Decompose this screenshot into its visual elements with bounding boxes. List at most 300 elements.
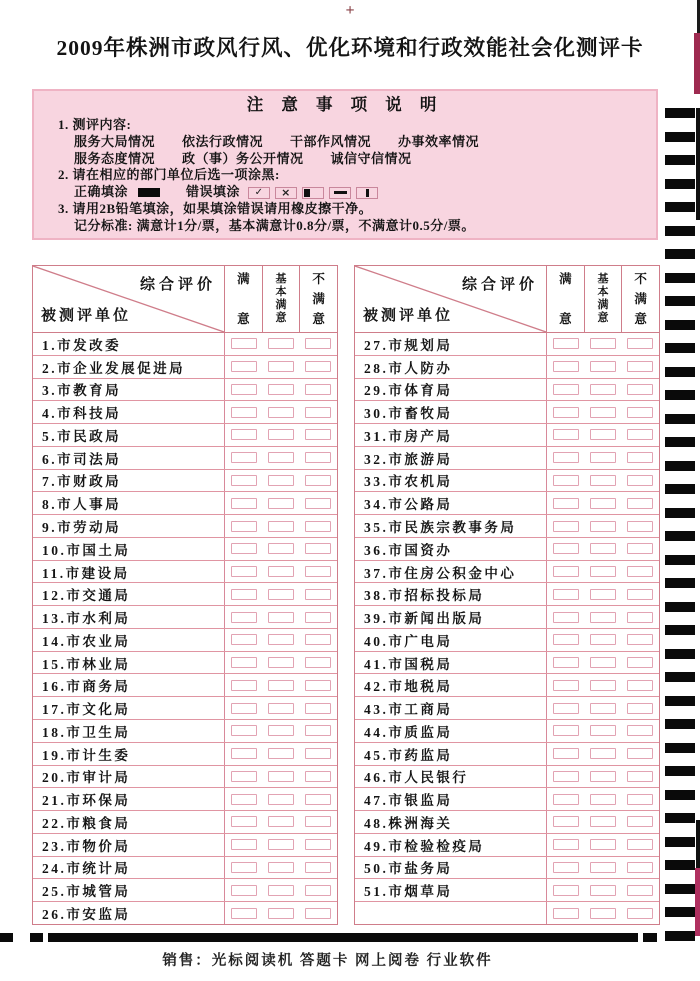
bubble-basically-satisfied[interactable] [268, 566, 294, 577]
bubble-dissatisfied-cell [300, 652, 337, 674]
bubble-satisfied-cell [225, 424, 262, 446]
notice-item-2-label: 2. 请在相应的部门单位后选一项涂黑: [58, 167, 280, 183]
bubble-basically-satisfied[interactable] [268, 657, 294, 668]
bubble-group [225, 470, 337, 492]
bubble-dissatisfied-cell [622, 583, 659, 605]
bubble-group [547, 515, 659, 537]
footer-sales-text: 销售：光标阅读机 答题卡 网上阅卷 行业软件 [162, 953, 493, 969]
bubble-dissatisfied[interactable] [627, 771, 653, 782]
timing-mark [665, 860, 695, 870]
bubble-dissatisfied-cell [300, 811, 337, 833]
timing-mark [665, 296, 695, 306]
bubble-basically-satisfied[interactable] [590, 703, 616, 714]
bubble-satisfied[interactable] [231, 361, 257, 372]
bubble-dissatisfied[interactable] [627, 498, 653, 509]
bubble-satisfied[interactable] [231, 771, 257, 782]
bubble-dissatisfied[interactable] [627, 429, 653, 440]
bubble-dissatisfied-cell [622, 538, 659, 560]
column-header-satisfied: 满 意 [237, 272, 250, 326]
bubble-group [547, 606, 659, 628]
bubble-basically-satisfied[interactable] [590, 475, 616, 486]
bubble-basically-satisfied[interactable] [268, 816, 294, 827]
bubble-basically-satisfied[interactable] [590, 839, 616, 850]
bubble-basically-satisfied-cell [584, 811, 621, 833]
bubble-basically-satisfied[interactable] [268, 429, 294, 440]
bubble-satisfied[interactable] [553, 521, 579, 532]
bubble-dissatisfied[interactable] [305, 452, 331, 463]
bubble-satisfied-cell [225, 515, 262, 537]
unit-label: 14.市农业局 [33, 629, 225, 651]
timing-mark [665, 719, 695, 729]
timing-mark [665, 249, 695, 259]
table-row [355, 379, 659, 402]
timing-mark [665, 273, 695, 283]
bubble-basically-satisfied[interactable] [268, 794, 294, 805]
bubble-satisfied-cell [547, 538, 584, 560]
bubble-dissatisfied[interactable] [305, 612, 331, 623]
bubble-basically-satisfied[interactable] [590, 338, 616, 349]
bubble-dissatisfied[interactable] [627, 885, 653, 896]
bubble-satisfied[interactable] [553, 794, 579, 805]
correct-fill-label: 正确填涂 [74, 184, 129, 200]
timing-mark [665, 790, 695, 800]
bubble-basically-satisfied[interactable] [590, 589, 616, 600]
bubble-satisfied[interactable] [553, 429, 579, 440]
bubble-basically-satisfied-cell [584, 766, 621, 788]
notice-scoring-rule: 记分标准: 满意计1分/票，基本满意计0.8分/票，不满意计0.5分/票。 [74, 217, 475, 233]
bubble-dissatisfied[interactable] [627, 839, 653, 850]
bubble-dissatisfied-cell [622, 470, 659, 492]
bubble-group [547, 356, 659, 378]
table-row [355, 766, 659, 789]
bubble-basically-satisfied[interactable] [268, 885, 294, 896]
bubble-basically-satisfied[interactable] [268, 338, 294, 349]
timing-mark [665, 578, 695, 588]
table-row [33, 743, 337, 766]
bubble-basically-satisfied-cell [584, 788, 621, 810]
bubble-basically-satisfied[interactable] [268, 725, 294, 736]
bubble-group [225, 333, 337, 355]
bubble-satisfied[interactable] [231, 429, 257, 440]
sync-bar-long [48, 933, 638, 942]
bubble-group [225, 720, 337, 742]
unit-label: 40.市广电局 [355, 629, 547, 651]
bubble-basically-satisfied[interactable] [268, 771, 294, 782]
bubble-satisfied[interactable] [231, 338, 257, 349]
bubble-satisfied[interactable] [553, 566, 579, 577]
bubble-satisfied[interactable] [553, 748, 579, 759]
bubble-satisfied-cell [547, 401, 584, 423]
bubble-dissatisfied[interactable] [627, 452, 653, 463]
timing-mark [665, 390, 695, 400]
bubble-dissatisfied-cell [300, 333, 337, 355]
bubble-dissatisfied[interactable] [627, 908, 653, 919]
bubble-basically-satisfied-cell [584, 401, 621, 423]
bubble-dissatisfied[interactable] [627, 794, 653, 805]
bubble-satisfied-cell [547, 379, 584, 401]
bubble-group [225, 766, 337, 788]
bubble-satisfied-cell [547, 720, 584, 742]
bubble-satisfied[interactable] [231, 862, 257, 873]
bubble-satisfied[interactable] [553, 612, 579, 623]
timing-mark [665, 743, 695, 753]
unit-label: 5.市民政局 [33, 424, 225, 446]
bubble-satisfied[interactable] [231, 748, 257, 759]
bubble-satisfied[interactable] [231, 498, 257, 509]
bubble-satisfied-cell [225, 720, 262, 742]
table-row [355, 879, 659, 902]
bubble-dissatisfied[interactable] [305, 361, 331, 372]
bubble-basically-satisfied-cell [262, 492, 299, 514]
timing-mark [665, 907, 695, 917]
bubble-basically-satisfied[interactable] [268, 361, 294, 372]
table-row [33, 333, 337, 356]
table-row [355, 515, 659, 538]
bubble-dissatisfied[interactable] [305, 384, 331, 395]
unit-label: 18.市卫生局 [33, 720, 225, 742]
unit-label: 36.市国资办 [355, 538, 547, 560]
bubble-dissatisfied[interactable] [305, 429, 331, 440]
bubble-basically-satisfied[interactable] [590, 862, 616, 873]
unit-label: 4.市科技局 [33, 401, 225, 423]
bubble-satisfied[interactable] [553, 657, 579, 668]
bubble-satisfied[interactable] [553, 908, 579, 919]
bubble-dissatisfied[interactable] [627, 703, 653, 714]
unit-label: 46.市人民银行 [355, 766, 547, 788]
bubble-dissatisfied[interactable] [627, 862, 653, 873]
bubble-basically-satisfied[interactable] [590, 361, 616, 372]
bubble-dissatisfied[interactable] [627, 816, 653, 827]
bubble-dissatisfied[interactable] [305, 885, 331, 896]
bubble-basically-satisfied[interactable] [590, 771, 616, 782]
bubble-basically-satisfied[interactable] [268, 908, 294, 919]
bubble-satisfied-cell [225, 674, 262, 696]
unit-label: 7.市财政局 [33, 470, 225, 492]
bubble-basically-satisfied[interactable] [590, 657, 616, 668]
table-row [33, 720, 337, 743]
bubble-dissatisfied-cell [622, 629, 659, 651]
bubble-dissatisfied[interactable] [305, 816, 331, 827]
bubble-dissatisfied[interactable] [305, 725, 331, 736]
bubble-satisfied-cell [225, 652, 262, 674]
bubble-basically-satisfied-cell [262, 674, 299, 696]
bubble-group [225, 834, 337, 856]
table-row [355, 811, 659, 834]
table-row [33, 561, 337, 584]
bubble-group [547, 447, 659, 469]
bubble-dissatisfied[interactable] [627, 566, 653, 577]
unit-label: 3.市教育局 [33, 379, 225, 401]
bubble-group [547, 538, 659, 560]
bubble-basically-satisfied-cell [262, 606, 299, 628]
bubble-basically-satisfied-cell [262, 561, 299, 583]
wrong-fill-cross-icon [275, 187, 297, 199]
bubble-satisfied[interactable] [231, 612, 257, 623]
bubble-dissatisfied[interactable] [627, 543, 653, 554]
table-row [33, 629, 337, 652]
bubble-satisfied-cell [547, 447, 584, 469]
bubble-dissatisfied[interactable] [305, 680, 331, 691]
unit-label: 15.市林业局 [33, 652, 225, 674]
bubble-dissatisfied-cell [300, 606, 337, 628]
bubble-basically-satisfied[interactable] [268, 680, 294, 691]
bubble-dissatisfied[interactable] [627, 725, 653, 736]
bubble-dissatisfied[interactable] [627, 748, 653, 759]
bubble-dissatisfied[interactable] [305, 589, 331, 600]
bubble-group [225, 674, 337, 696]
bubble-satisfied-cell [547, 834, 584, 856]
bubble-dissatisfied[interactable] [305, 839, 331, 850]
bubble-basically-satisfied[interactable] [590, 407, 616, 418]
bubble-dissatisfied[interactable] [305, 657, 331, 668]
bubble-satisfied[interactable] [553, 816, 579, 827]
bubble-group [547, 788, 659, 810]
bubble-dissatisfied-cell [300, 492, 337, 514]
table-row [33, 492, 337, 515]
bubble-satisfied-cell [225, 743, 262, 765]
bubble-group [547, 902, 659, 924]
bubble-dissatisfied-cell [300, 720, 337, 742]
bubble-satisfied[interactable] [553, 498, 579, 509]
bubble-satisfied[interactable] [231, 703, 257, 714]
bubble-dissatisfied-cell [622, 561, 659, 583]
bubble-basically-satisfied[interactable] [590, 429, 616, 440]
bubble-satisfied[interactable] [231, 475, 257, 486]
bubble-basically-satisfied-cell [584, 538, 621, 560]
bubble-dissatisfied[interactable] [627, 680, 653, 691]
bubble-basically-satisfied[interactable] [590, 816, 616, 827]
bubble-satisfied[interactable] [553, 361, 579, 372]
bubble-dissatisfied-cell [622, 424, 659, 446]
unit-label: 37.市住房公积金中心 [355, 561, 547, 583]
bubble-satisfied[interactable] [231, 680, 257, 691]
bubble-satisfied[interactable] [231, 407, 257, 418]
table-row [355, 629, 659, 652]
bubble-group [225, 629, 337, 651]
bubble-group [225, 788, 337, 810]
bubble-basically-satisfied-cell [584, 333, 621, 355]
bubble-basically-satisfied[interactable] [590, 566, 616, 577]
bubble-dissatisfied[interactable] [305, 475, 331, 486]
bubble-basically-satisfied[interactable] [268, 498, 294, 509]
bubble-satisfied[interactable] [553, 384, 579, 395]
bubble-basically-satisfied-cell [584, 447, 621, 469]
bubble-basically-satisfied[interactable] [268, 475, 294, 486]
bubble-satisfied-cell [547, 606, 584, 628]
bubble-basically-satisfied[interactable] [268, 748, 294, 759]
bubble-satisfied-cell [547, 356, 584, 378]
bubble-group [225, 401, 337, 423]
bubble-group [225, 857, 337, 879]
bubble-basically-satisfied[interactable] [590, 680, 616, 691]
bubble-dissatisfied[interactable] [627, 612, 653, 623]
bubble-dissatisfied[interactable] [627, 384, 653, 395]
bubble-satisfied[interactable] [231, 816, 257, 827]
unit-label: 11.市建设局 [33, 561, 225, 583]
bubble-basically-satisfied[interactable] [268, 862, 294, 873]
column-header-basically-satisfied: 基 本 满 意 [262, 266, 300, 332]
bubble-satisfied[interactable] [231, 521, 257, 532]
table-row [355, 561, 659, 584]
bubble-dissatisfied[interactable] [305, 771, 331, 782]
bubble-group [225, 492, 337, 514]
unit-label: 48.株洲海关 [355, 811, 547, 833]
table-row [355, 333, 659, 356]
bubble-satisfied[interactable] [553, 771, 579, 782]
unit-label: 27.市规划局 [355, 333, 547, 355]
bubble-satisfied-cell [547, 492, 584, 514]
bubble-dissatisfied-cell [300, 834, 337, 856]
bubble-group [225, 879, 337, 901]
bubble-basically-satisfied[interactable] [590, 725, 616, 736]
bubble-satisfied-cell [225, 834, 262, 856]
bubble-basically-satisfied[interactable] [268, 703, 294, 714]
bubble-basically-satisfied[interactable] [268, 407, 294, 418]
bubble-dissatisfied[interactable] [305, 566, 331, 577]
bubble-dissatisfied[interactable] [627, 657, 653, 668]
table-row [355, 720, 659, 743]
bubble-satisfied[interactable] [553, 725, 579, 736]
bubble-basically-satisfied-cell [262, 629, 299, 651]
bubble-basically-satisfied[interactable] [268, 839, 294, 850]
timing-mark [665, 320, 695, 330]
bubble-satisfied[interactable] [231, 839, 257, 850]
bubble-basically-satisfied[interactable] [590, 748, 616, 759]
bubble-group [547, 492, 659, 514]
bubble-satisfied[interactable] [553, 452, 579, 463]
bubble-basically-satisfied[interactable] [590, 521, 616, 532]
timing-mark [665, 884, 695, 894]
unit-label: 1.市发改委 [33, 333, 225, 355]
bubble-satisfied[interactable] [231, 634, 257, 645]
bubble-dissatisfied[interactable] [305, 543, 331, 554]
bubble-dissatisfied[interactable] [305, 634, 331, 645]
corner-label-unit: 被测评单位 [363, 308, 454, 324]
unit-label: 31.市房产局 [355, 424, 547, 446]
bubble-dissatisfied[interactable] [305, 748, 331, 759]
bubble-satisfied-cell [225, 538, 262, 560]
bubble-basically-satisfied[interactable] [590, 384, 616, 395]
bubble-satisfied-cell [225, 606, 262, 628]
bubble-satisfied[interactable] [231, 794, 257, 805]
bubble-basically-satisfied[interactable] [268, 452, 294, 463]
bubble-dissatisfied[interactable] [305, 521, 331, 532]
bubble-basically-satisfied[interactable] [268, 543, 294, 554]
timing-mark [665, 649, 695, 659]
bubble-satisfied[interactable] [553, 475, 579, 486]
bubble-basically-satisfied-cell [584, 857, 621, 879]
bubble-satisfied[interactable] [553, 634, 579, 645]
bubble-satisfied-cell [547, 743, 584, 765]
correct-fill-solid-icon [138, 188, 160, 197]
page-title: 2009年株洲市政风行风、优化环境和行政效能社会化测评卡 [56, 36, 644, 60]
bubble-basically-satisfied[interactable] [590, 543, 616, 554]
bubble-satisfied[interactable] [231, 657, 257, 668]
bubble-dissatisfied[interactable] [627, 407, 653, 418]
bubble-dissatisfied-cell [622, 356, 659, 378]
bubble-group [547, 697, 659, 719]
bubble-satisfied[interactable] [231, 589, 257, 600]
bubble-dissatisfied-cell [300, 674, 337, 696]
bubble-satisfied[interactable] [553, 885, 579, 896]
bubble-dissatisfied[interactable] [305, 498, 331, 509]
bubble-basically-satisfied[interactable] [590, 794, 616, 805]
bubble-dissatisfied[interactable] [305, 338, 331, 349]
bubble-dissatisfied-cell [622, 788, 659, 810]
bubble-satisfied[interactable] [553, 839, 579, 850]
bubble-dissatisfied[interactable] [305, 407, 331, 418]
bubble-basically-satisfied[interactable] [268, 634, 294, 645]
table-row [355, 902, 659, 924]
bubble-satisfied[interactable] [231, 885, 257, 896]
bubble-satisfied[interactable] [231, 543, 257, 554]
bubble-group [547, 743, 659, 765]
bubble-dissatisfied[interactable] [305, 794, 331, 805]
bubble-dissatisfied[interactable] [627, 589, 653, 600]
bubble-dissatisfied[interactable] [627, 475, 653, 486]
bubble-satisfied[interactable] [553, 862, 579, 873]
bubble-dissatisfied[interactable] [627, 361, 653, 372]
bubble-basically-satisfied[interactable] [590, 908, 616, 919]
bubble-basically-satisfied-cell [584, 606, 621, 628]
bubble-basically-satisfied[interactable] [268, 612, 294, 623]
bubble-basically-satisfied[interactable] [590, 634, 616, 645]
bubble-satisfied[interactable] [553, 680, 579, 691]
bubble-dissatisfied[interactable] [627, 634, 653, 645]
bubble-basically-satisfied-cell [584, 902, 621, 924]
bubble-dissatisfied-cell [300, 401, 337, 423]
bubble-satisfied[interactable] [231, 908, 257, 919]
bubble-basically-satisfied[interactable] [268, 384, 294, 395]
bubble-dissatisfied[interactable] [627, 521, 653, 532]
bubble-basically-satisfied-cell [262, 834, 299, 856]
bubble-dissatisfied[interactable] [305, 908, 331, 919]
bubble-satisfied[interactable] [553, 703, 579, 714]
unit-label: 51.市烟草局 [355, 879, 547, 901]
bubble-satisfied[interactable] [231, 452, 257, 463]
bubble-basically-satisfied-cell [584, 743, 621, 765]
bubble-basically-satisfied[interactable] [590, 498, 616, 509]
bubble-basically-satisfied[interactable] [268, 521, 294, 532]
bubble-satisfied[interactable] [553, 338, 579, 349]
bubble-satisfied[interactable] [553, 589, 579, 600]
timing-mark [665, 461, 695, 471]
bubble-satisfied[interactable] [231, 725, 257, 736]
bubble-dissatisfied[interactable] [305, 703, 331, 714]
bubble-basically-satisfied[interactable] [590, 885, 616, 896]
timing-mark [665, 508, 695, 518]
bubble-satisfied[interactable] [553, 543, 579, 554]
timing-mark [665, 672, 695, 682]
bubble-satisfied-cell [547, 333, 584, 355]
unit-label: 43.市工商局 [355, 697, 547, 719]
bubble-satisfied[interactable] [231, 384, 257, 395]
bubble-satisfied[interactable] [231, 566, 257, 577]
wrong-fill-half-filled-icon [302, 187, 324, 199]
bubble-group [547, 857, 659, 879]
bubble-dissatisfied-cell [300, 788, 337, 810]
bubble-group [547, 629, 659, 651]
unit-label: 35.市民族宗教事务局 [355, 515, 547, 537]
bubble-dissatisfied[interactable] [305, 862, 331, 873]
bubble-basically-satisfied[interactable] [268, 589, 294, 600]
bubble-basically-satisfied[interactable] [590, 452, 616, 463]
bubble-satisfied[interactable] [553, 407, 579, 418]
bubble-dissatisfied[interactable] [627, 338, 653, 349]
bubble-basically-satisfied[interactable] [590, 612, 616, 623]
unit-label: 9.市劳动局 [33, 515, 225, 537]
bubble-dissatisfied-cell [300, 697, 337, 719]
